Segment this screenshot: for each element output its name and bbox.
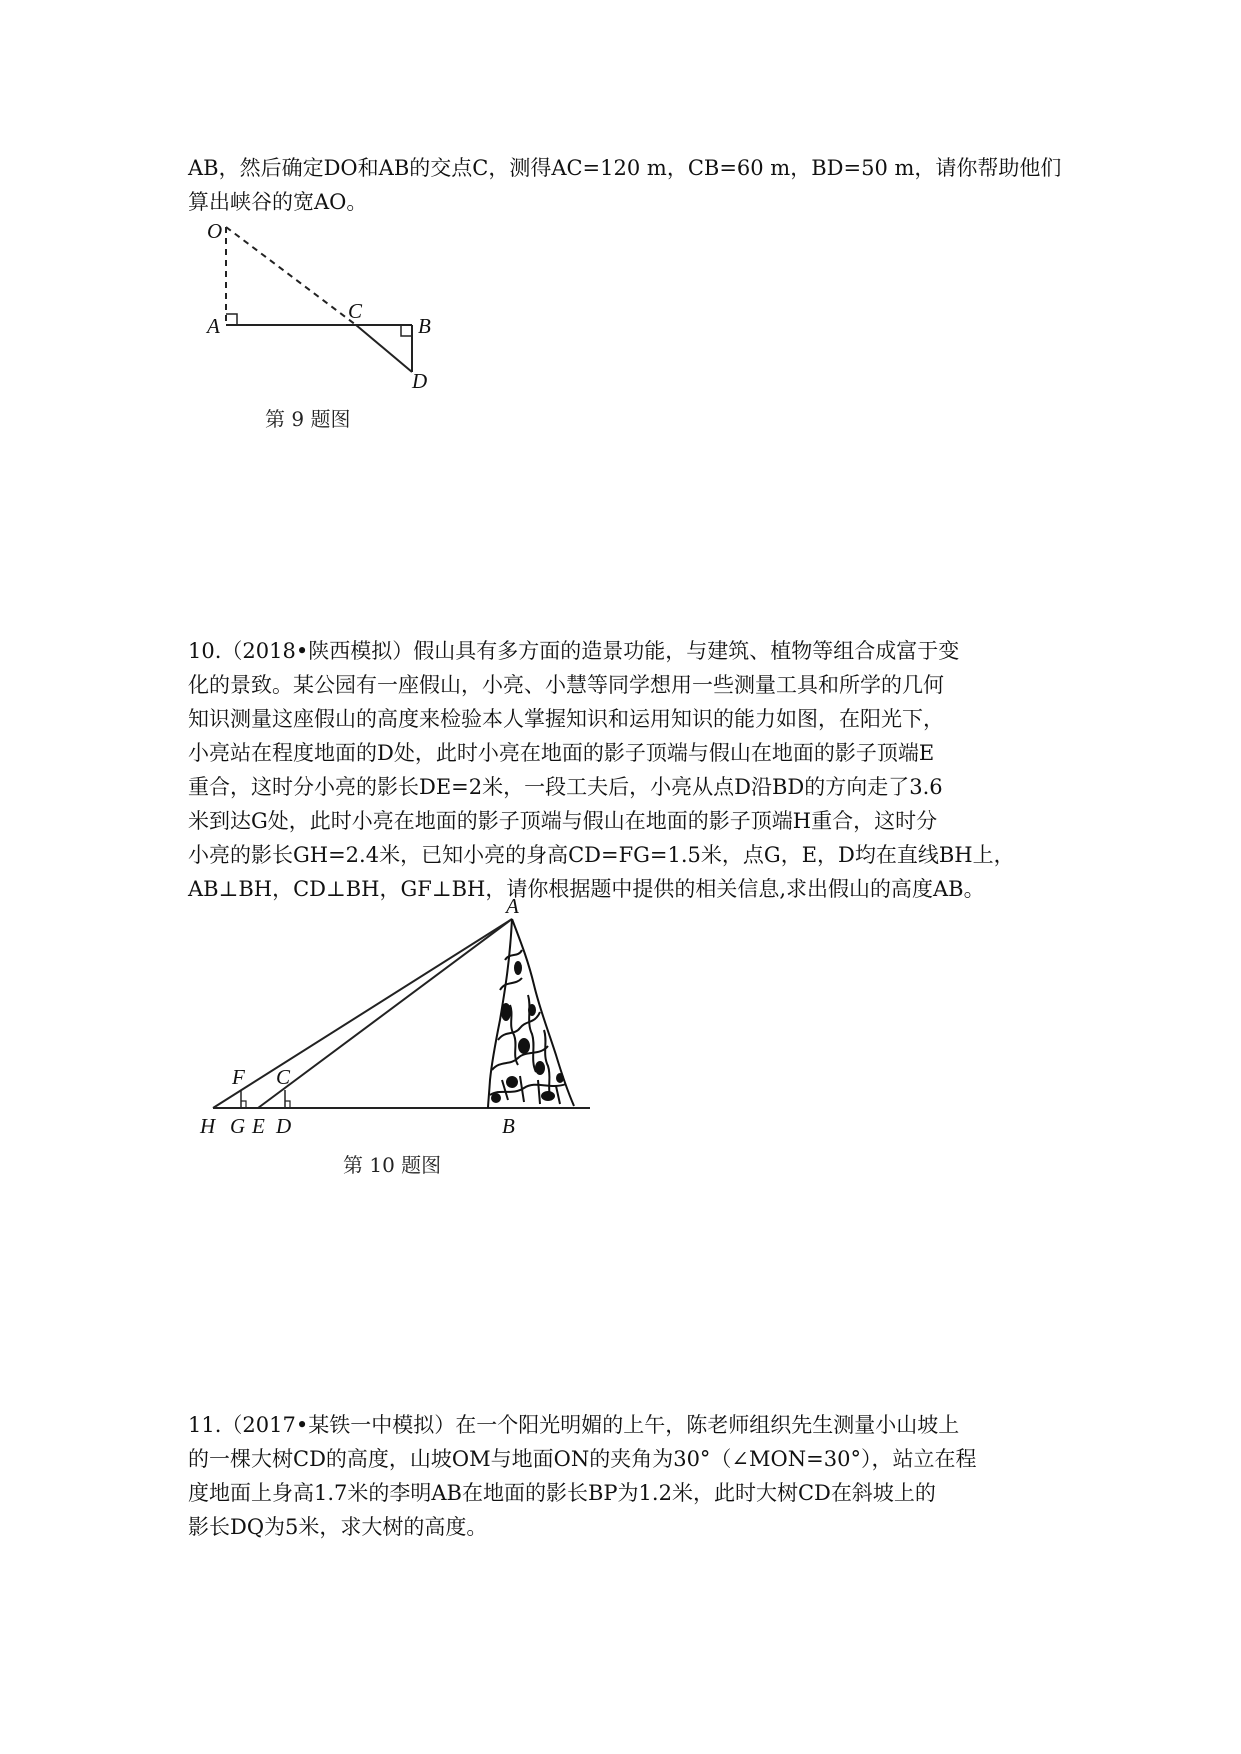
right-angle-A — [226, 314, 237, 325]
label-E: E — [252, 1114, 265, 1138]
label-G: G — [230, 1114, 246, 1138]
label-D: D — [412, 369, 428, 393]
text-line: 11.（2017•某铁一中模拟）在一个阳光明媚的上午，陈老师组织先生测量小山坡上 — [188, 1413, 960, 1437]
segment-AH — [213, 919, 512, 1108]
text-line: AB⊥BH，CD⊥BH，GF⊥BH，请你根据题中提供的相关信息,求出假山的高度AB。 — [188, 877, 985, 901]
label-A: A — [207, 314, 220, 338]
text-line: 10.（2018•陕西模拟）假山具有多方面的造景功能，与建筑、植物等组合成富于变 — [188, 639, 960, 663]
text-line: 小亮站在程度地面的D处，此时小亮在地面的影子顶端与假山在地面的影子顶端E — [188, 741, 935, 765]
text-line: 化的景致。某公园有一座假山，小亮、小慧等同学想用一些测量工具和所学的几何 — [188, 673, 944, 697]
label-B: B — [502, 1114, 515, 1138]
rockery-texture — [491, 961, 564, 1103]
right-angle-G — [241, 1101, 246, 1108]
label-B: B — [418, 314, 431, 338]
text-line: 米到达G处，此时小亮在地面的影子顶端与假山在地面的影子顶端H重合，这时分 — [188, 809, 938, 833]
segment-AE — [258, 919, 512, 1108]
right-angle-B — [401, 325, 412, 336]
text-line: 算出峡谷的宽AO。 — [188, 190, 368, 214]
text-line: 影长DQ为5米，求大树的高度。 — [188, 1515, 488, 1539]
label-D: D — [276, 1114, 292, 1138]
right-angle-D — [285, 1101, 290, 1108]
label-C: C — [348, 299, 363, 323]
q10-caption: 第 10 题图 — [343, 1153, 442, 1177]
text-line: 知识测量这座假山的高度来检验本人掌握知识和运用知识的能力如图，在阳光下， — [188, 707, 944, 731]
label-C: C — [276, 1065, 291, 1089]
text-line: 的一棵大树CD的高度，山坡OM与地面ON的夹角为30°（∠MON=30°），站立在程 — [188, 1447, 977, 1471]
label-F: F — [232, 1065, 245, 1089]
text-line: 度地面上身高1.7米的李明AB在地面的影长BP为1.2米，此时大树CD在斜坡上的 — [188, 1481, 936, 1505]
text-line: AB，然后确定DO和AB的交点C，测得AC=120 m，CB=60 m，BD=50 m，请你帮助他们 — [188, 156, 1062, 180]
rockery-drawing — [488, 919, 574, 1108]
q9-caption: 第 9 题图 — [265, 407, 351, 431]
label-A: A — [506, 894, 519, 918]
q10-text — [188, 634, 1088, 906]
text-line: 重合，这时分小亮的影长DE=2米，一段工夫后，小亮从点D沿BD的方向走了3.6 — [188, 775, 943, 799]
label-H: H — [200, 1114, 216, 1138]
label-O: O — [207, 219, 223, 243]
q10-diagram — [213, 919, 590, 1108]
segment-OC — [226, 227, 356, 325]
q9-text — [188, 151, 1088, 219]
q11-text — [188, 1408, 1088, 1544]
q9-diagram — [226, 227, 412, 372]
text-line: 小亮的影长GH=2.4米，已知小亮的身高CD=FG=1.5米，点G，E，D均在直线BH上， — [188, 843, 1015, 867]
segment-CD — [356, 325, 412, 372]
